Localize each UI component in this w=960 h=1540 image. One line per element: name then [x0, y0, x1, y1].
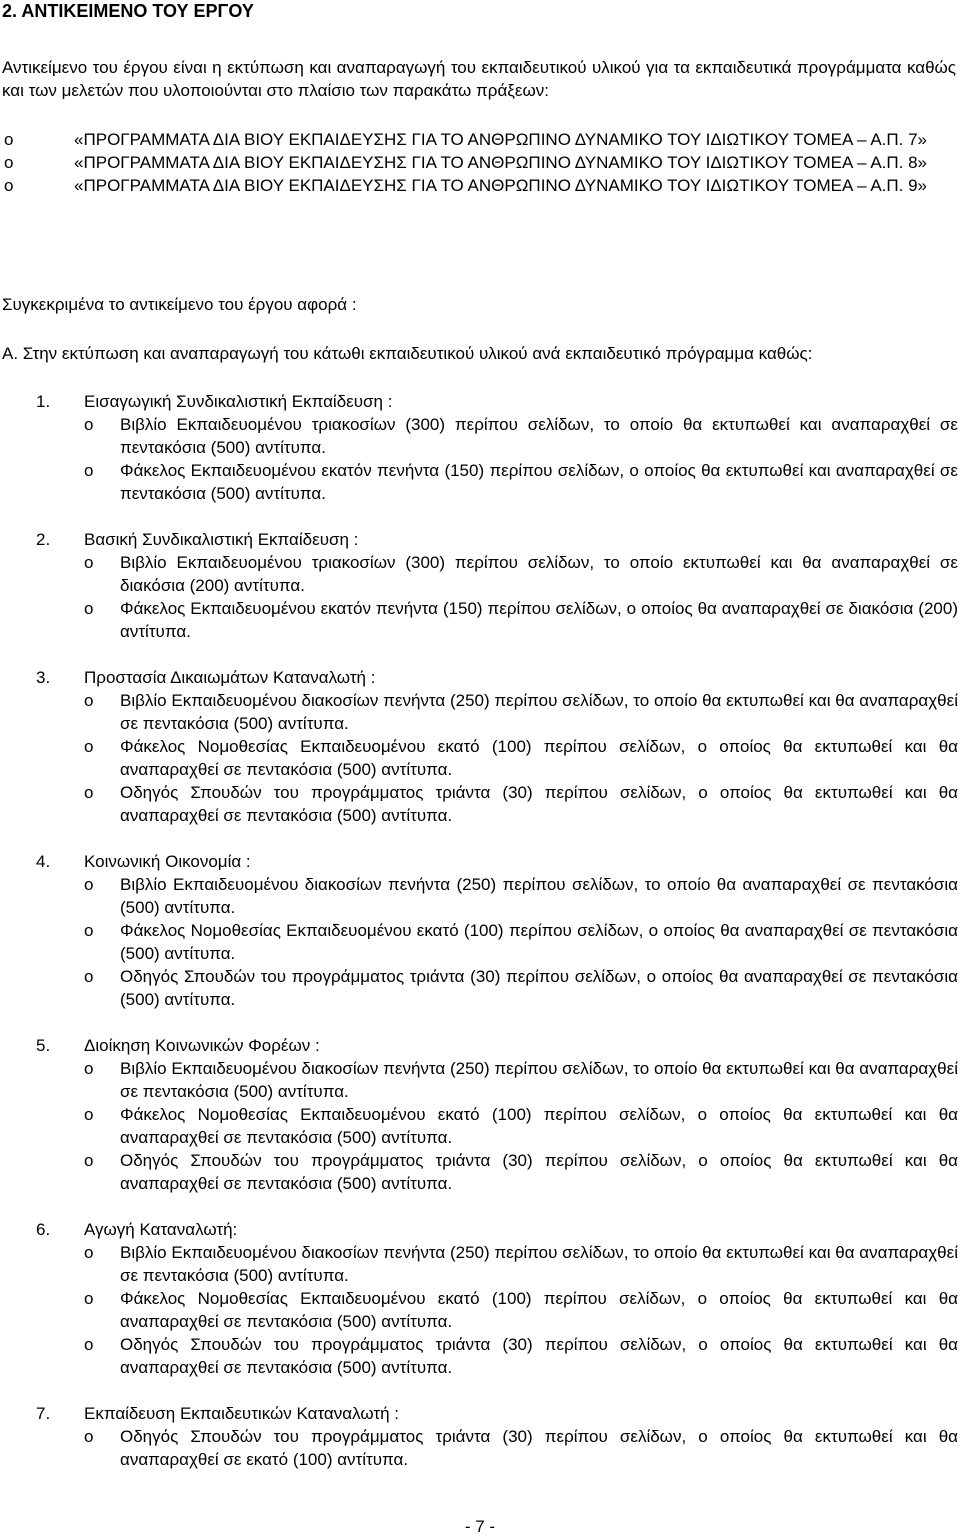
section-number: 3. — [36, 668, 51, 687]
section-title: Βασική Συνδικαλιστική Εκπαίδευση : — [84, 530, 359, 549]
list-item-text: Οδηγός Σπουδών του προγράμματος τριάντα (30) περίπου σελίδων, ο οποίος θα εκτυπωθεί και θα αναπαραχθεί σε πεντακόσια (500) αντίτυπα. — [120, 1151, 958, 1193]
list-item — [0, 781, 960, 827]
bullet-icon: o — [84, 1105, 94, 1124]
list-item — [0, 873, 960, 919]
intro-paragraph: Αντικείμενο του έργου είναι η εκτύπωση και αναπαραγωγή του εκπαιδευτικού υλικού για τα εκπαιδευτικά προγράμματα καθώς και των μελετών που υλοποιούνται στο πλαίσιο των παρακάτω πράξεων: — [2, 58, 956, 100]
section-title: Αγωγή Καταναλωτή: — [84, 1220, 238, 1239]
bullet-icon: o — [84, 599, 94, 618]
bullet-icon: o — [84, 415, 94, 434]
sections-list — [0, 390, 960, 1494]
bullet-icon: o — [84, 967, 94, 986]
bullet-icon: o — [84, 461, 94, 480]
bullet-icon: o — [84, 737, 94, 756]
bullet-icon: o — [84, 921, 94, 940]
bullet-icon: o — [84, 1335, 94, 1354]
list-item-text: Οδηγός Σπουδών του προγράμματος τριάντα (30) περίπου σελίδων, ο οποίος θα αναπαραχθεί σε πεντακόσια (500) αντίτυπα. — [120, 967, 958, 1009]
list-item — [0, 413, 960, 459]
program-text: «ΠΡΟΓΡΑΜΜΑΤΑ ΔΙΑ ΒΙΟΥ ΕΚΠΑΙΔΕΥΣΗΣ ΓΙΑ ΤΟ ΑΝΘΡΩΠΙΝΟ ΔΥΝΑΜΙΚΟ ΤΟΥ ΙΔΙΩΤΙΚΟΥ ΤΟΜΕΑ – Α.Π. 8» — [74, 153, 928, 172]
bullet-icon: o — [84, 1059, 94, 1078]
list-item — [0, 1333, 960, 1379]
program-item — [0, 174, 960, 197]
bullet-icon: o — [4, 130, 14, 149]
bullet-icon: o — [84, 875, 94, 894]
section-a-paragraph: Α. Στην εκτύπωση και αναπαραγωγή του κάτωθι εκπαιδευτικού υλικού ανά εκπαιδευτικό πρόγραμμα καθώς: — [2, 344, 813, 363]
specific-statement: Συγκεκριμένα το αντικείμενο του έργου αφορά : — [2, 295, 357, 314]
section-item — [0, 666, 960, 827]
list-item-text: Βιβλίο Εκπαιδευομένου διακοσίων πενήντα (250) περίπου σελίδων, το οποίο θα εκτυπωθεί και θα αναπαραχθεί σε πεντακόσια (500) αντίτυπα. — [120, 691, 958, 733]
bullet-icon: o — [84, 1151, 94, 1170]
section-number: 1. — [36, 392, 51, 411]
program-text: «ΠΡΟΓΡΑΜΜΑΤΑ ΔΙΑ ΒΙΟΥ ΕΚΠΑΙΔΕΥΣΗΣ ΓΙΑ ΤΟ ΑΝΘΡΩΠΙΝΟ ΔΥΝΑΜΙΚΟ ΤΟΥ ΙΔΙΩΤΙΚΟΥ ΤΟΜΕΑ – Α.Π. 7» — [74, 130, 928, 149]
section-number: 2. — [36, 530, 51, 549]
bullet-icon: o — [84, 691, 94, 710]
section-title-row — [0, 666, 960, 689]
section-title: Κοινωνική Οικονομία : — [84, 852, 251, 871]
section-number: 7. — [36, 1404, 51, 1423]
list-item — [0, 735, 960, 781]
section-number: 4. — [36, 852, 51, 871]
list-item-text: Οδηγός Σπουδών του προγράμματος τριάντα (30) περίπου σελίδων, ο οποίος θα εκτυπωθεί και θα αναπαραχθεί σε εκατό (100) αντίτυπα. — [120, 1427, 958, 1469]
bullet-icon: o — [84, 1243, 94, 1262]
list-item-text: Βιβλίο Εκπαιδευομένου τριακοσίων (300) περίπου σελίδων, το οποίο θα εκτυπωθεί και αναπαραχθεί σε πεντακόσια (500) αντίτυπα. — [120, 415, 958, 457]
section-item — [0, 1218, 960, 1379]
list-item-text: Φάκελος Εκπαιδευομένου εκατόν πενήντα (150) περίπου σελίδων, ο οποίος θα εκτυπωθεί και αναπαραχθεί σε πεντακόσια (500) αντίτυπα. — [120, 461, 958, 503]
section-title-row — [0, 850, 960, 873]
section-title-row — [0, 1218, 960, 1241]
list-item — [0, 1425, 960, 1471]
section-item — [0, 390, 960, 505]
section-title-row — [0, 1402, 960, 1425]
bullet-icon: o — [84, 553, 94, 572]
section-item — [0, 1034, 960, 1195]
program-item — [0, 128, 960, 151]
list-item-text: Φάκελος Νομοθεσίας Εκπαιδευομένου εκατό (100) περίπου σελίδων, ο οποίος θα αναπαραχθεί σε πεντακόσια (500) αντίτυπα. — [120, 921, 958, 963]
bullet-icon: o — [84, 783, 94, 802]
bullet-icon: o — [84, 1289, 94, 1308]
list-item — [0, 551, 960, 597]
section-title-row — [0, 1034, 960, 1057]
list-item-text: Φάκελος Εκπαιδευομένου εκατόν πενήντα (150) περίπου σελίδων, ο οποίος θα αναπαραχθεί σε διακόσια (200) αντίτυπα. — [120, 599, 958, 641]
list-item — [0, 689, 960, 735]
list-item — [0, 1287, 960, 1333]
list-item-text: Οδηγός Σπουδών του προγράμματος τριάντα (30) περίπου σελίδων, ο οποίος θα εκτυπωθεί και θα αναπαραχθεί σε πεντακόσια (500) αντίτυπα. — [120, 783, 958, 825]
list-item — [0, 459, 960, 505]
section-number: 5. — [36, 1036, 51, 1055]
section-title: Εισαγωγική Συνδικαλιστική Εκπαίδευση : — [84, 392, 393, 411]
list-item-text: Βιβλίο Εκπαιδευομένου διακοσίων πενήντα (250) περίπου σελίδων, το οποίο θα εκτυπωθεί και θα αναπαραχθεί σε πεντακόσια (500) αντίτυπα. — [120, 1059, 958, 1101]
bullet-icon: o — [4, 176, 14, 195]
section-number: 6. — [36, 1220, 51, 1239]
list-item — [0, 1149, 960, 1195]
list-item — [0, 1241, 960, 1287]
list-item — [0, 919, 960, 965]
list-item — [0, 965, 960, 1011]
list-item-text: Φάκελος Νομοθεσίας Εκπαιδευομένου εκατό (100) περίπου σελίδων, ο οποίος θα εκτυπωθεί και θα αναπαραχθεί σε πεντακόσια (500) αντίτυπα. — [120, 1105, 958, 1147]
section-item — [0, 850, 960, 1011]
section-item — [0, 528, 960, 643]
list-item — [0, 1057, 960, 1103]
page-number: - 7 - — [464, 1517, 496, 1536]
section-title-row — [0, 528, 960, 551]
list-item — [0, 597, 960, 643]
section-item — [0, 1402, 960, 1471]
list-item-text: Βιβλίο Εκπαιδευομένου διακοσίων πενήντα (250) περίπου σελίδων, το οποίο θα αναπαραχθεί σε πεντακόσια (500) αντίτυπα. — [120, 875, 958, 917]
section-title: Εκπαίδευση Εκπαιδευτικών Καταναλωτή : — [84, 1404, 399, 1423]
section-title: Διοίκηση Κοινωνικών Φορέων : — [84, 1036, 320, 1055]
section-title: Προστασία Δικαιωμάτων Καταναλωτή : — [84, 668, 376, 687]
list-item-text: Βιβλίο Εκπαιδευομένου τριακοσίων (300) περίπου σελίδων, το οποίο εκτυπωθεί και θα αναπαραχθεί σε διακόσια (200) αντίτυπα. — [120, 553, 958, 595]
list-item-text: Οδηγός Σπουδών του προγράμματος τριάντα (30) περίπου σελίδων, ο οποίος θα εκτυπωθεί και θα αναπαραχθεί σε πεντακόσια (500) αντίτυπα. — [120, 1335, 958, 1377]
program-text: «ΠΡΟΓΡΑΜΜΑΤΑ ΔΙΑ ΒΙΟΥ ΕΚΠΑΙΔΕΥΣΗΣ ΓΙΑ ΤΟ ΑΝΘΡΩΠΙΝΟ ΔΥΝΑΜΙΚΟ ΤΟΥ ΙΔΙΩΤΙΚΟΥ ΤΟΜΕΑ – Α.Π. 9» — [74, 176, 928, 195]
list-item-text: Φάκελος Νομοθεσίας Εκπαιδευομένου εκατό (100) περίπου σελίδων, ο οποίος θα εκτυπωθεί και θα αναπαραχθεί σε πεντακόσια (500) αντίτυπα. — [120, 1289, 958, 1331]
section-heading: 2. ΑΝΤΙΚΕΙΜΕΝΟ ΤΟΥ ΕΡΓΟΥ — [2, 1, 254, 21]
bullet-icon: o — [4, 153, 14, 172]
list-item-text: Φάκελος Νομοθεσίας Εκπαιδευομένου εκατό (100) περίπου σελίδων, ο οποίος θα εκτυπωθεί και θα αναπαραχθεί σε πεντακόσια (500) αντίτυπα. — [120, 737, 958, 779]
bullet-icon: o — [84, 1427, 94, 1446]
list-item-text: Βιβλίο Εκπαιδευομένου διακοσίων πενήντα (250) περίπου σελίδων, το οποίο θα εκτυπωθεί και θα αναπαραχθεί σε πεντακόσια (500) αντίτυπα. — [120, 1243, 958, 1285]
list-item — [0, 1103, 960, 1149]
program-item — [0, 151, 960, 174]
programs-list — [0, 128, 960, 197]
section-title-row — [0, 390, 960, 413]
